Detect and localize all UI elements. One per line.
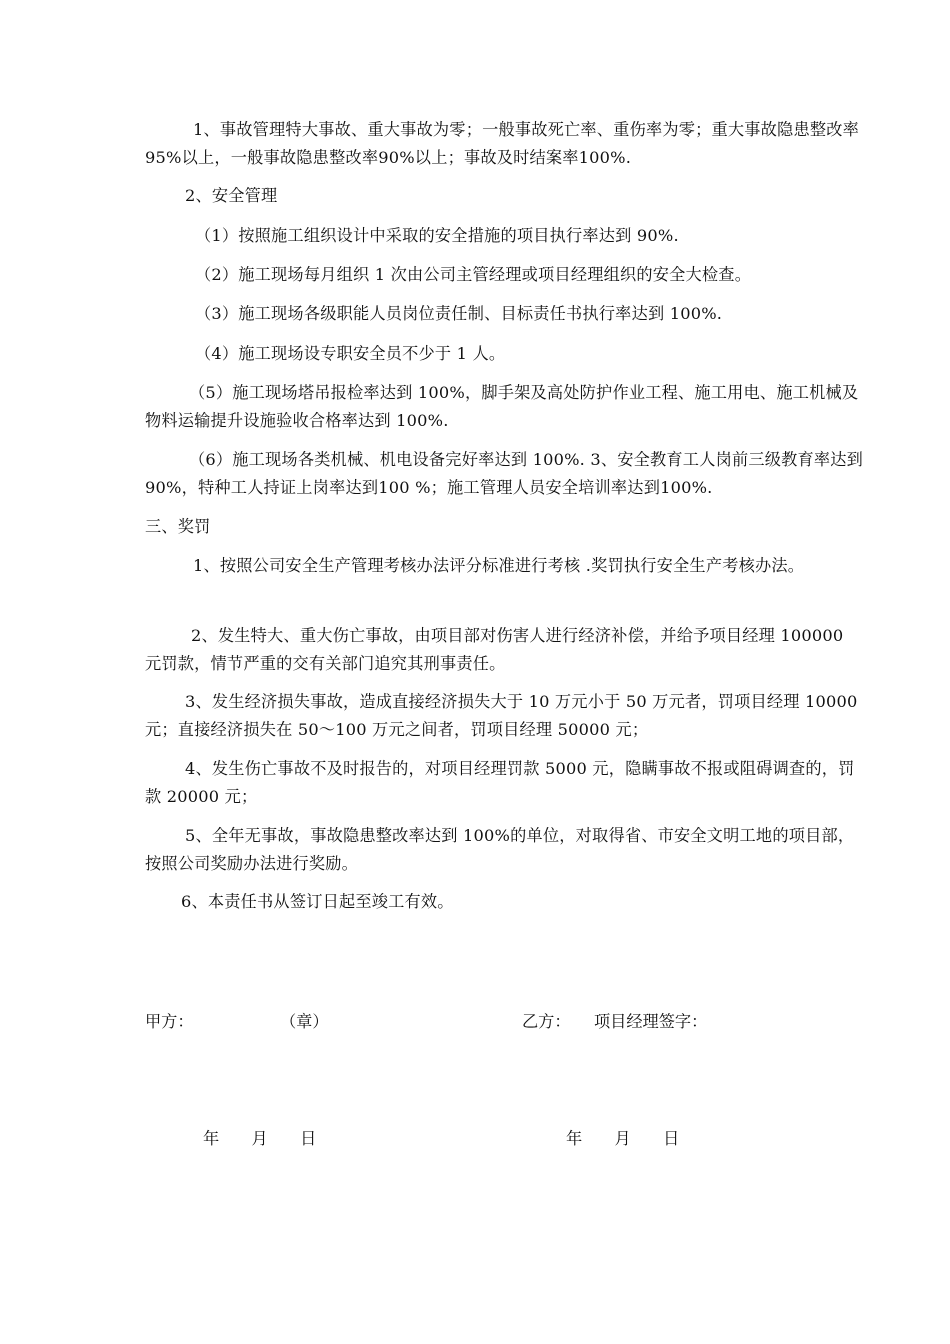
paragraph-reward-6: 6、本责任书从签订日起至竣工有效。 — [181, 892, 454, 911]
paragraph-1: 1、事故管理特大事故、重大事故为零；一般事故死亡率、重伤率为零；重大事故隐患整改率95%以上，一般事故隐患整改率90%以上；事故及时结案率100%. — [145, 120, 859, 167]
paragraph-item-1: （1）按照施工组织设计中采取的安全措施的项目执行率达到 90%. — [195, 226, 679, 245]
paragraph-item-4: （4）施工现场设专职安全员不少于 1 人。 — [195, 344, 506, 363]
paragraph-reward-1: 1、按照公司安全生产管理考核办法评分标准进行考核 .奖罚执行安全生产考核办法。 — [193, 556, 805, 575]
date-line-b: 年 月 日 — [566, 1129, 680, 1148]
paragraph-item-5: （5）施工现场塔吊报检率达到 100%，脚手架及高处防护作业工程、施工用电、施工机械及物料运输提升设施验收合格率达到 100%. — [145, 383, 859, 430]
paragraph-item-2: （2）施工现场每月组织 1 次由公司主管经理或项目经理组织的安全大检查。 — [195, 265, 752, 284]
paragraph-reward-3: 3、发生经济损失事故，造成直接经济损失大于 10 万元小于 50 万元者，罚项目经理 10000 元；直接经济损失在 50～100 万元之间者，罚项目经理 50000 元； — [145, 692, 863, 739]
paragraph-reward-5: 5、全年无事故，事故隐患整改率达到 100%的单位，对取得省、市安全文明工地的项目部，按照公司奖励办法进行奖励。 — [145, 826, 855, 873]
pm-signature-label: 项目经理签字： — [594, 1012, 708, 1031]
section-heading-rewards: 三、奖罚 — [145, 517, 211, 536]
section-heading-safety: 2、安全管理 — [185, 186, 278, 205]
date-line-a: 年 月 日 — [203, 1129, 317, 1148]
party-a-label: 甲方： — [145, 1012, 194, 1031]
seal-label: （章） — [280, 1012, 329, 1031]
paragraph-item-6: （6）施工现场各类机械、机电设备完好率达到 100%. 3、安全教育工人岗前三级教育率达到90%，特种工人持证上岗率达到100 %；施工管理人员安全培训率达到100%. — [145, 450, 864, 497]
paragraph-reward-2: 2、发生特大、重大伤亡事故，由项目部对伤害人进行经济补偿，并给予项目经理 100000 元罚款，情节严重的交有关部门追究其刑事责任。 — [145, 626, 849, 673]
paragraph-reward-4: 4、发生伤亡事故不及时报告的，对项目经理罚款 5000 元，隐瞒事故不报或阻碍调查的，罚款 20000 元； — [145, 759, 855, 806]
paragraph-item-3: （3）施工现场各级职能人员岗位责任制、目标责任书执行率达到 100%. — [195, 304, 723, 323]
party-b-label: 乙方： — [522, 1012, 571, 1031]
